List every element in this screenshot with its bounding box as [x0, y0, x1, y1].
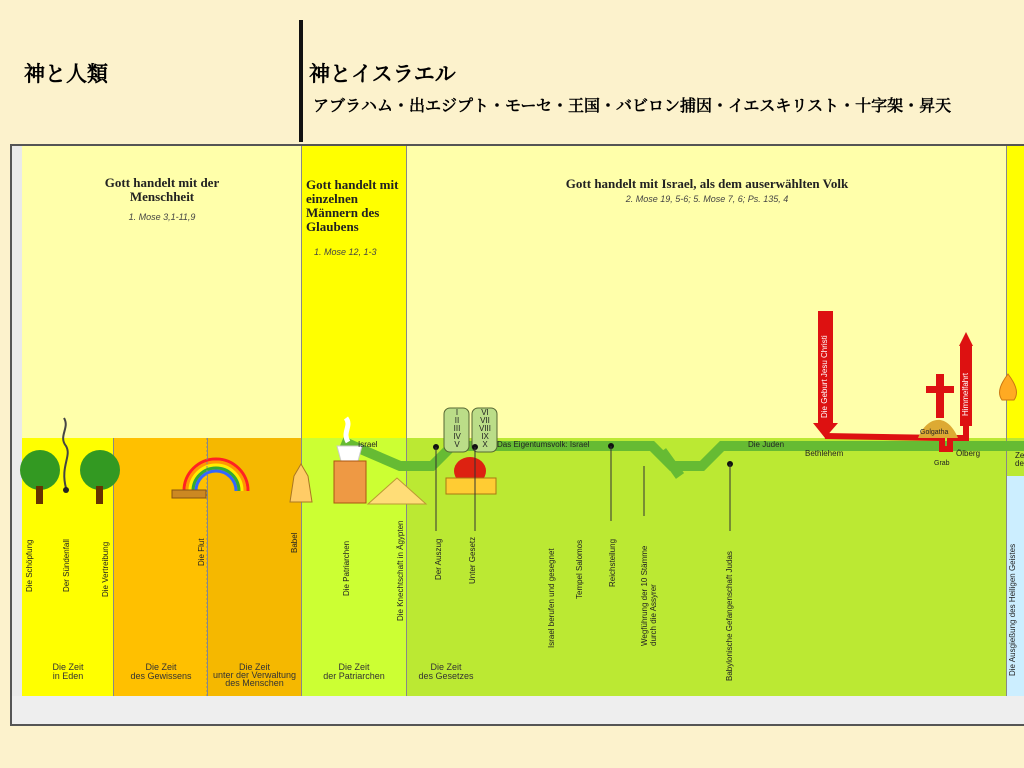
label-himmelfahrt: Himmelfahrt — [961, 372, 970, 416]
timeline-chart — [10, 144, 1024, 726]
pyramid-icon — [368, 478, 426, 504]
rainbow-icon — [184, 459, 248, 491]
tabernacle-icon — [446, 457, 496, 494]
ark-icon — [172, 490, 206, 498]
label-grab: Grab — [934, 460, 950, 467]
altar-icon — [334, 418, 366, 503]
event-label: Die Patriarchen — [342, 540, 351, 596]
header-divider — [299, 20, 303, 142]
event-label: Israel berufen und gesegnet — [547, 548, 556, 648]
right-header-title: 神とイスラエル — [309, 63, 456, 86]
era-label: Die Zeit des Gesetzes — [418, 662, 474, 681]
tree-icon — [20, 450, 60, 504]
tablet-right-text: VI VII VIII IX X — [478, 408, 491, 449]
left-header-title: 神と人類 — [24, 63, 108, 86]
tower-icon — [290, 464, 312, 502]
right-header-subtitle: アブラハム・出エジプト・モーセ・王国・バビロン捕因・イエスキリスト・十字架・昇天 — [313, 98, 952, 115]
label-juden: Die Juden — [748, 440, 785, 449]
glaubens-ref: 1. Mose 12, 1-3 — [314, 247, 377, 257]
label-olberg: Ölberg — [956, 449, 981, 458]
timeline-drawing — [12, 146, 1024, 726]
event-label: Reichsteilung — [608, 538, 617, 587]
cross-icon — [926, 374, 954, 418]
label-geburt: Die Geburt Jesu Christi — [820, 335, 829, 418]
menschheit-ref: 1. Mose 3,1-11,9 — [128, 212, 196, 222]
label-bethlehem: Bethlehem — [805, 449, 844, 458]
label-eigentumsvolk: Das Eigentumsvolk: Israel — [497, 440, 590, 449]
flame-icon — [1000, 374, 1017, 400]
label-israel: Israel — [358, 440, 378, 449]
era-label: Die Zeit in Eden — [52, 662, 84, 681]
glaubens-title: Gott handelt mit einzelnen Männern des Glaubens — [306, 177, 399, 234]
event-label: Die Ausgießung des Heiligen Geistes — [1008, 543, 1017, 676]
era-label: Die Zeit des Gewissens — [130, 662, 192, 681]
event-label: Die Schöpfung — [25, 539, 34, 592]
event-label: Der Auszug — [434, 538, 443, 580]
event-label: Die Vertreibung — [101, 541, 110, 597]
label-golgatha: Golgatha — [920, 429, 949, 436]
era-label: Die Zeit der Patriarchen — [323, 662, 385, 681]
event-label: Wegführung der 10 Stämme durch die Assyrer — [640, 545, 658, 646]
event-label: Unter Gesetz — [468, 536, 477, 584]
israel-title: Gott handelt mit Israel, als dem auserwählten Volk — [565, 176, 849, 191]
menschheit-title: Gott handelt mit der Menschheit — [104, 175, 220, 204]
label-right-cut: Ze de — [1015, 451, 1024, 468]
smoke-icon — [63, 418, 69, 493]
event-label: Die Flut — [197, 538, 206, 566]
event-label: Die Knechtschaft in Ägypten — [396, 520, 405, 621]
israel-ref: 2. Mose 19, 5-6; 5. Mose 7, 6; Ps. 135, 4 — [625, 194, 789, 204]
tree-icon — [80, 450, 120, 504]
tablet-left-text: I II III IV V — [453, 408, 461, 449]
event-label: Der Sündenfall — [62, 539, 71, 592]
event-label: Tempel Salomos — [575, 539, 584, 599]
event-label: Babel — [290, 532, 299, 553]
event-label: Babylonische Gefangenschaft Judas — [725, 551, 734, 681]
era-label: Die Zeit unter der Verwaltung des Menschen — [212, 662, 297, 688]
